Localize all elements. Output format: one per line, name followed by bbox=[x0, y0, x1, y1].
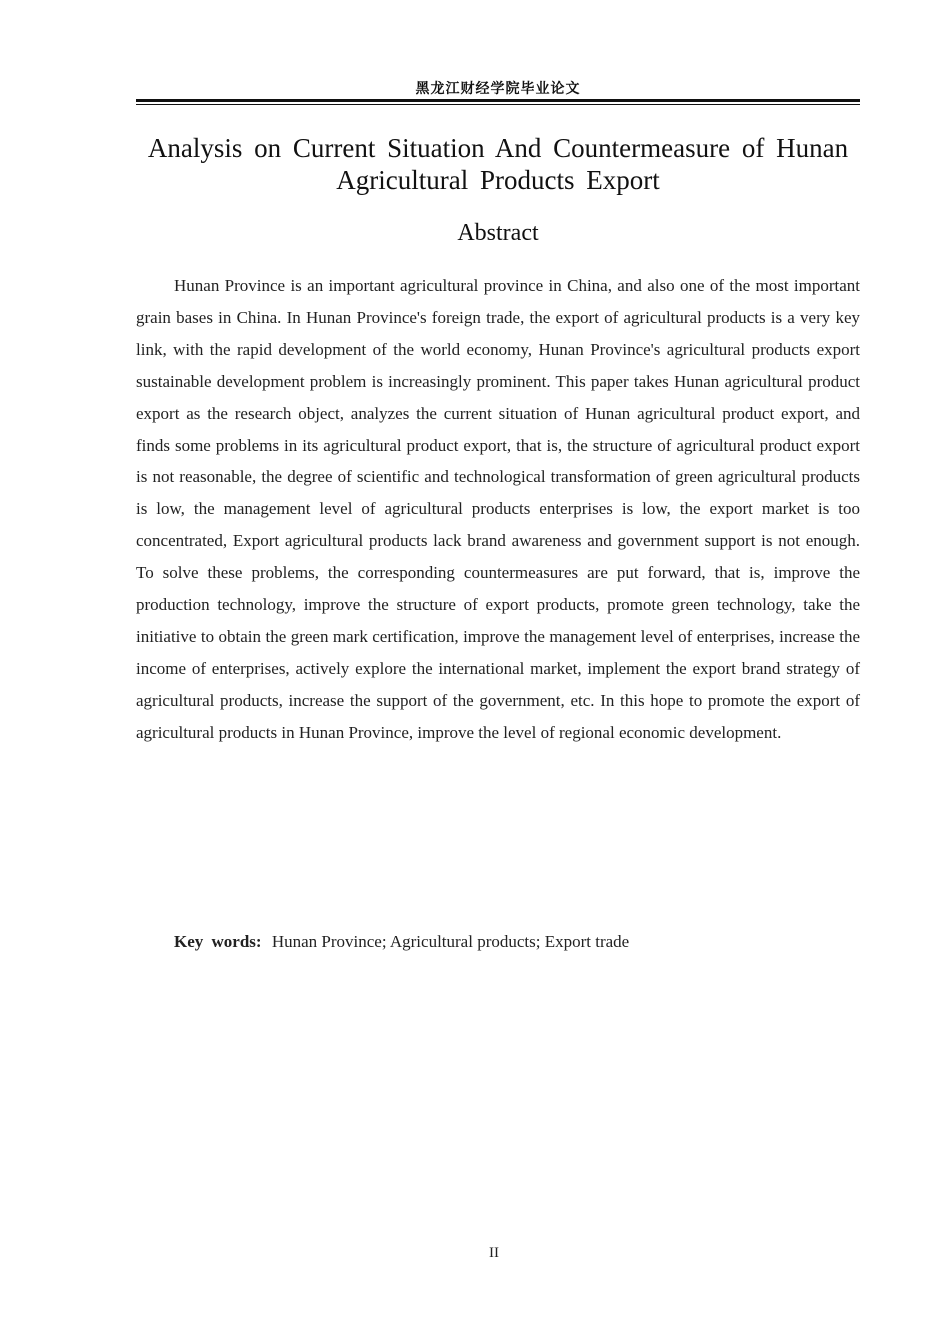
keywords-value: Hunan Province; Agricultural products; Export trade bbox=[271, 932, 630, 951]
header-divider-thick bbox=[136, 99, 860, 102]
document-title: Analysis on Current Situation And Countermeasure of Hunan Agricultural Products Export bbox=[147, 133, 849, 195]
header-divider-thin bbox=[136, 104, 860, 105]
abstract-body: Hunan Province is an important agricultural province in China, and also one of the most important grain bases in China. In Hunan Province's foreign trade, the export of agricultural products is a very key link, with the rapid development of the world economy, Hunan Province's agricultural products export sustainable development problem is increasingly prominent. This paper takes Hunan agricultural product export as the research object, analyzes the current situation of Hunan agricultural product export, and finds some problems in its agricultural product export, that is, the structure of agricultural product export is not reasonable, the degree of scientific and technological transformation of green agricultural products is low, the management level of agricultural products enterprises is low, the export market is too concentrated, Export agricultural products lack brand awareness and government support is not enough. To solve these problems, the corresponding countermeasures are put forward, that is, improve the production technology, improve the structure of export products, promote green technology, take the initiative to obtain the green mark certification, improve the management level of enterprises, increase the income of enterprises, actively explore the international market, implement the export brand strategy of agricultural products, increase the support of the government, etc. In this hope to promote the export of agricultural products in Hunan Province, improve the level of regional economic development. bbox=[136, 276, 860, 742]
keywords-line bbox=[174, 929, 860, 955]
keywords-label: Key words: bbox=[174, 932, 262, 951]
page-number: II bbox=[489, 1245, 499, 1261]
header-title: 黑龙江财经学院毕业论文 bbox=[415, 81, 581, 97]
abstract-heading: Abstract bbox=[457, 220, 539, 246]
